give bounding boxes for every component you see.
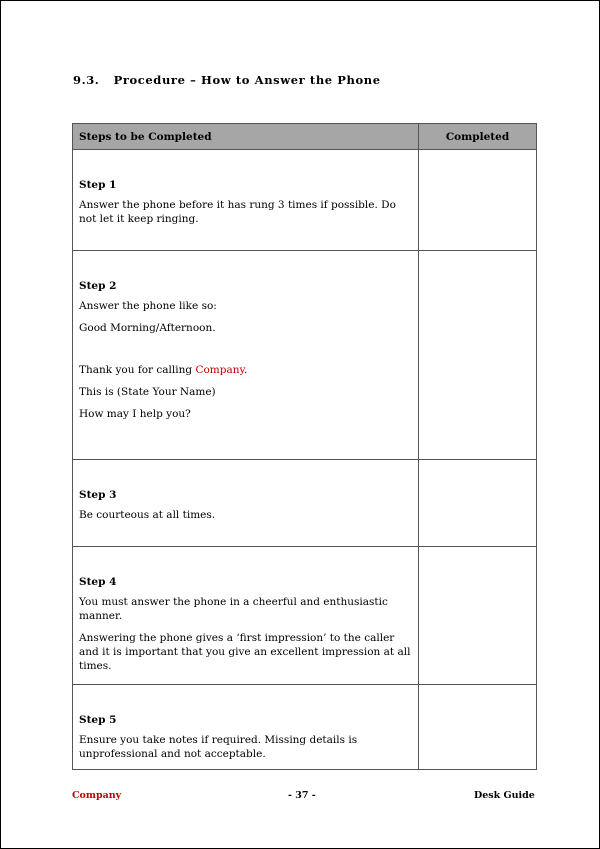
step-title: Step 2 [79, 280, 117, 292]
steps-table [72, 123, 537, 770]
completed-cell[interactable] [419, 685, 537, 770]
step-title: Step 3 [79, 489, 117, 501]
completed-cell[interactable] [419, 547, 537, 685]
footer-document-name: Desk Guide [474, 790, 535, 801]
step-title: Step 5 [79, 714, 117, 726]
step-cell [73, 150, 419, 251]
section-title: Procedure – How to Answer the Phone [113, 73, 381, 87]
greeting-suffix: . [244, 364, 248, 376]
step-text: Be courteous at all times. [79, 509, 216, 521]
step-text: How may I help you? [79, 408, 191, 420]
company-name: Company [195, 364, 245, 376]
step-cell [73, 685, 419, 770]
completed-cell[interactable] [419, 460, 537, 547]
section-heading [73, 73, 381, 87]
table-row [73, 685, 537, 770]
step-text: Ensure you take notes if required. Missing details is unprofessional and not acceptable. [79, 734, 358, 760]
table-header-row [73, 124, 537, 150]
footer-company: Company [72, 790, 122, 801]
step-text: You must answer the phone in a cheerful and enthusiastic manner. [79, 596, 388, 622]
completed-cell[interactable] [419, 251, 537, 460]
section-number: 9.3. [73, 73, 100, 87]
header-completed: Completed [419, 124, 537, 150]
step-cell [73, 251, 419, 460]
step-cell [73, 460, 419, 547]
step-title: Step 1 [79, 179, 117, 191]
step-text [79, 363, 412, 377]
header-steps: Steps to be Completed [73, 124, 419, 150]
step-text: Answer the phone before it has rung 3 times if possible. Do not let it keep ringing. [79, 199, 396, 225]
step-text: Answering the phone gives a ‘first impression’ to the caller and it is important that you give an excellent impression at all times. [79, 632, 411, 672]
table-row [73, 150, 537, 251]
step-cell [73, 547, 419, 685]
table-row [73, 547, 537, 685]
step-text: Answer the phone like so: [79, 300, 217, 312]
step-text: This is (State Your Name) [79, 386, 216, 398]
completed-cell[interactable] [419, 150, 537, 251]
footer-page-number: - 37 - [288, 790, 316, 801]
table-row [73, 460, 537, 547]
greeting-prefix: Thank you for calling [79, 364, 196, 376]
table-row [73, 251, 537, 460]
step-text: Good Morning/Afternoon. [79, 322, 216, 334]
step-title: Step 4 [79, 576, 117, 588]
spacer [79, 343, 412, 363]
